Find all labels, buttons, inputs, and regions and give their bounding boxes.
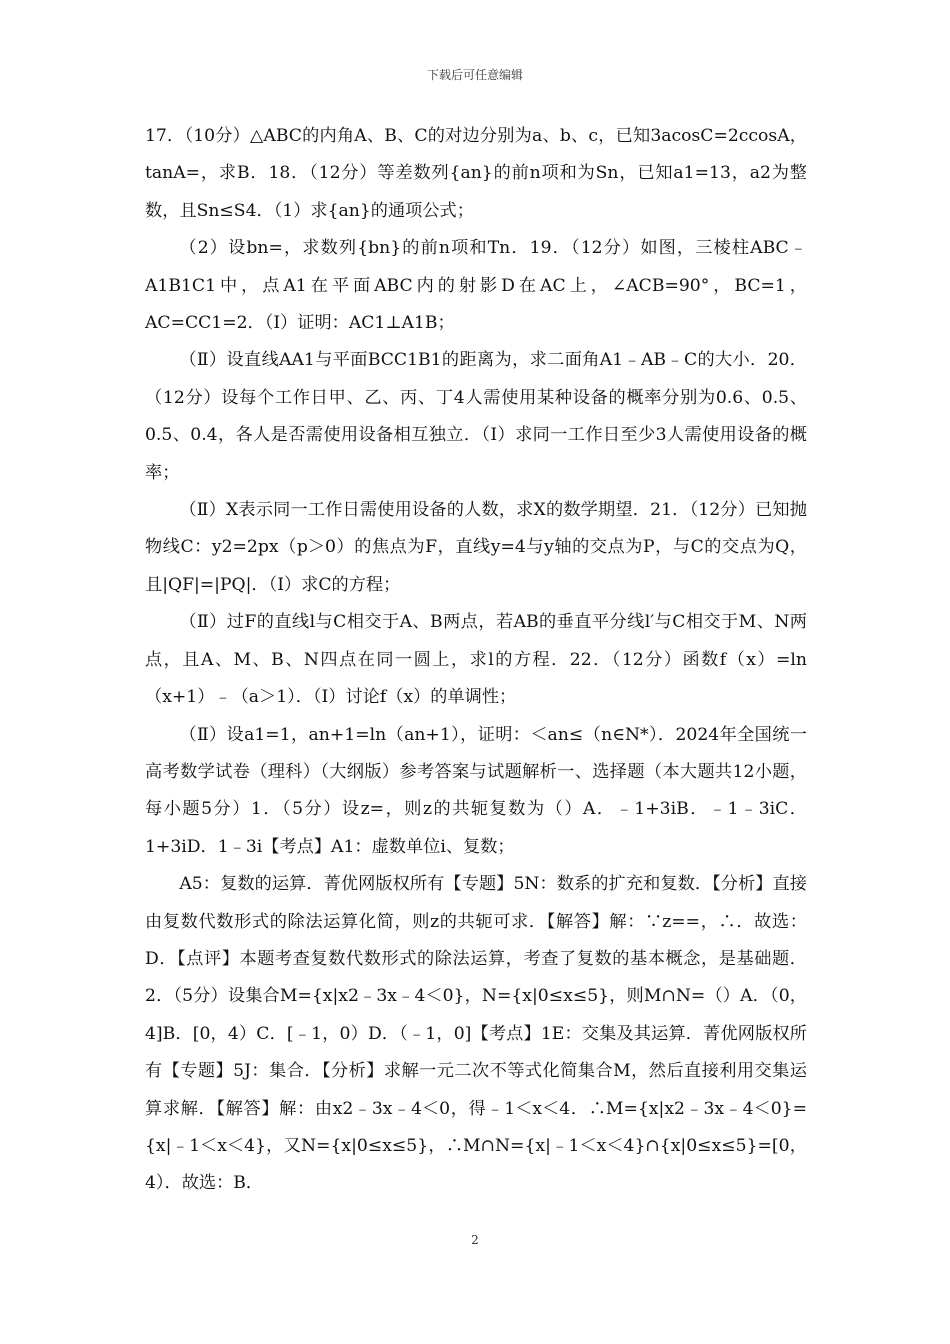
paragraph-6: （Ⅱ）设a1=1，an+1=ln（an+1），证明：＜an≤（n∈N*）．2024年全国统一高考数学试卷（理科）（大纲版）参考答案与试题解析一、选择题（本大题共12小题，每小题5分）1．（5分）设z=，则z的共轭复数为（）A．﹣1+3iB．﹣1﹣3iC．1+3iD．1﹣3i【考点】A1：虚数单位i、复数； <box>145 724 807 857</box>
paragraph-1: 17．（10分）△ABC的内角A、B、C的对边分别为a、b、c，已知3acosC=2ccosA，tanA=，求B．18．（12分）等差数列{an}的前n项和为Sn，已知a1=13，a2为整数，且Sn≤S4．（1）求{an}的通项公式； <box>145 126 807 221</box>
paragraph-7: A5：复数的运算．菁优网版权所有【专题】5N：数系的扩充和复数．【分析】直接由复数代数形式的除法运算化简，则z的共轭可求．【解答】解：∵z==，∴．故选：D．【点评】本题考查复数代数形式的除法运算，考查了复数的基本概念，是基础题．2．（5分）设集合M={x|x2﹣3x﹣4＜0}，N={x|0≤x≤5}，则M∩N=（）A．（0，4]B．[0，4）C．[﹣1，0）D．（﹣1，0]【考点】1E：交集及其运算．菁优网版权所有【专题】5J：集合．【分析】求解一元二次不等式化简集合M，然后直接利用交集运算求解．【解答】解：由x2﹣3x﹣4＜0，得﹣1＜x＜4．∴M={x|x2﹣3x﹣4＜0}={x|﹣1＜x＜4}，又N={x|0≤x≤5}，∴M∩N={x|﹣1＜x＜4}∩{x|0≤x≤5}=[0，4）．故选：B． <box>145 874 807 1194</box>
page-number: 2 <box>471 1233 479 1247</box>
paragraph-4: （Ⅱ）X表示同一工作日需使用设备的人数，求X的数学期望．21．（12分）已知抛物线C：y2=2px（p＞0）的焦点为F，直线y=4与y轴的交点为P，与C的交点为Q，且|QF|=|PQ|．（Ⅰ）求C的方程； <box>145 500 807 595</box>
page-header: 下载后可任意编辑 <box>426 68 523 82</box>
paragraph-3: （Ⅱ）设直线AA1与平面BCC1B1的距离为，求二面角A1﹣AB﹣C的大小．20．（12分）设每个工作日甲、乙、丙、丁4人需使用某种设备的概率分别为0.6、0.5、0.5、0.4，各人是否需使用设备相互独立．（Ⅰ）求同一工作日至少3人需使用设备的概率； <box>145 350 807 483</box>
document-body <box>145 118 807 1203</box>
paragraph-2: （2）设bn=，求数列{bn}的前n项和Tn．19．（12分）如图，三棱柱ABC﹣A1B1C1中，点A1在平面ABC内的射影D在AC上，∠ACB=90°，BC=1，AC=CC1=2．（Ⅰ）证明：AC1⊥A1B； <box>145 238 807 334</box>
paragraph-5: （Ⅱ）过F的直线l与C相交于A、B两点，若AB的垂直平分线l′与C相交于M、N两点，且A、M、B、N四点在同一圆上，求l的方程．22．（12分）函数f（x）=ln（x+1）﹣（a＞1）．（Ⅰ）讨论f（x）的单调性； <box>145 612 807 708</box>
